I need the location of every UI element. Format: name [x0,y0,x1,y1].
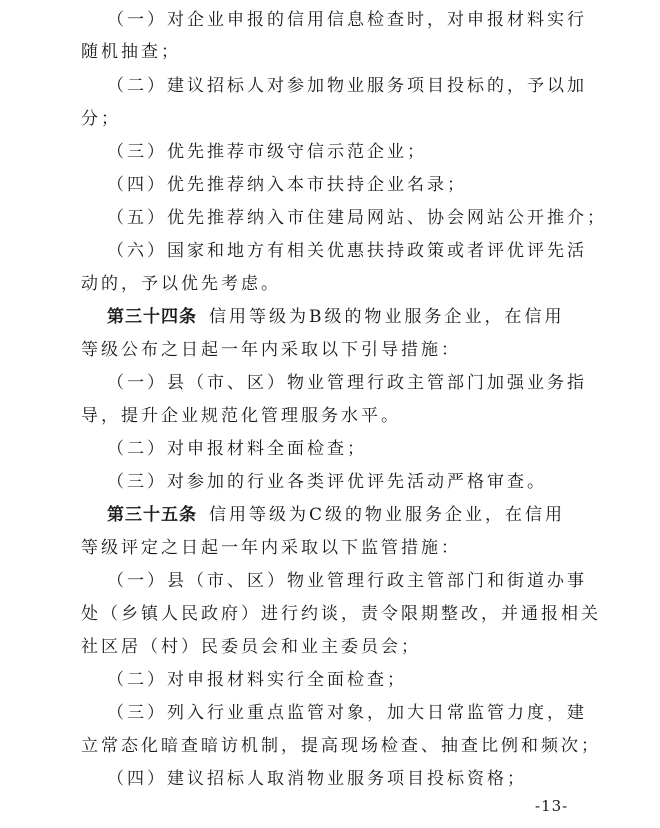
line-text: 随机抽查； [81,42,181,62]
line-text: （四）优先推荐纳入本市扶持企业名录； [107,175,467,195]
body-line [0,598,660,630]
body-line [0,136,660,168]
line-text: （三）列入行业重点监管对象，加大日常监管力度，建 [107,703,587,723]
line-text: 等级评定之日起一年内采取以下监管措施： [81,538,461,558]
body-line [0,631,660,663]
body-line [0,235,660,267]
body-line [0,466,660,498]
body-line [0,334,660,366]
body-line [0,763,660,795]
line-text: （一）县（市、区）物业管理行政主管部门加强业务指 [107,373,587,393]
line-text: （二）建议招标人对参加物业服务项目投标的，予以加 [107,76,587,96]
article-number: 第三十五条 [107,505,197,525]
article-heading-line [0,301,660,333]
body-line [0,697,660,729]
body-line [0,532,660,564]
body-line [0,400,660,432]
line-text: 等级公布之日起一年内采取以下引导措施： [81,340,461,360]
line-text: （六）国家和地方有相关优惠扶持政策或者评优评先活 [107,241,587,261]
body-line [0,4,660,36]
line-text: 导，提升企业规范化管理服务水平。 [81,406,401,426]
line-text: （五）优先推荐纳入市住建局网站、协会网站公开推介； [107,208,607,228]
line-text: 信用等级为B级的物业服务企业，在信用 [209,307,565,327]
line-text: （三）优先推荐市级守信示范企业； [107,142,427,162]
line-text: 动的，予以优先考虑。 [81,274,281,294]
body-line [0,103,660,135]
body-line [0,730,660,762]
line-text: （二）对申报材料实行全面检查； [107,670,407,690]
line-text: （二）对申报材料全面检查； [107,439,367,459]
line-text: 处（乡镇人民政府）进行约谈，责令限期整改，并通报相关 [81,604,601,624]
article-number: 第三十四条 [107,307,197,327]
line-text: （四）建议招标人取消物业服务项目投标资格； [107,769,527,789]
line-text: （三）对参加的行业各类评优评先活动严格审查。 [107,472,547,492]
line-text: （一）县（市、区）物业管理行政主管部门和街道办事 [107,571,587,591]
line-text: 立常态化暗查暗访机制，提高现场检查、抽查比例和频次； [81,736,601,756]
body-line [0,268,660,300]
page-number: -13- [535,797,569,815]
body-line [0,565,660,597]
article-heading-line [0,499,660,531]
body-line [0,367,660,399]
body-line [0,202,660,234]
line-text: 分； [81,109,121,129]
body-line [0,36,660,68]
body-line [0,664,660,696]
line-text: 社区居（村）民委员会和业主委员会； [81,637,421,657]
body-line [0,169,660,201]
line-text: 信用等级为C级的物业服务企业，在信用 [209,505,566,525]
body-line [0,70,660,102]
line-text: （一）对企业申报的信用信息检查时，对申报材料实行 [107,10,587,30]
body-line [0,433,660,465]
